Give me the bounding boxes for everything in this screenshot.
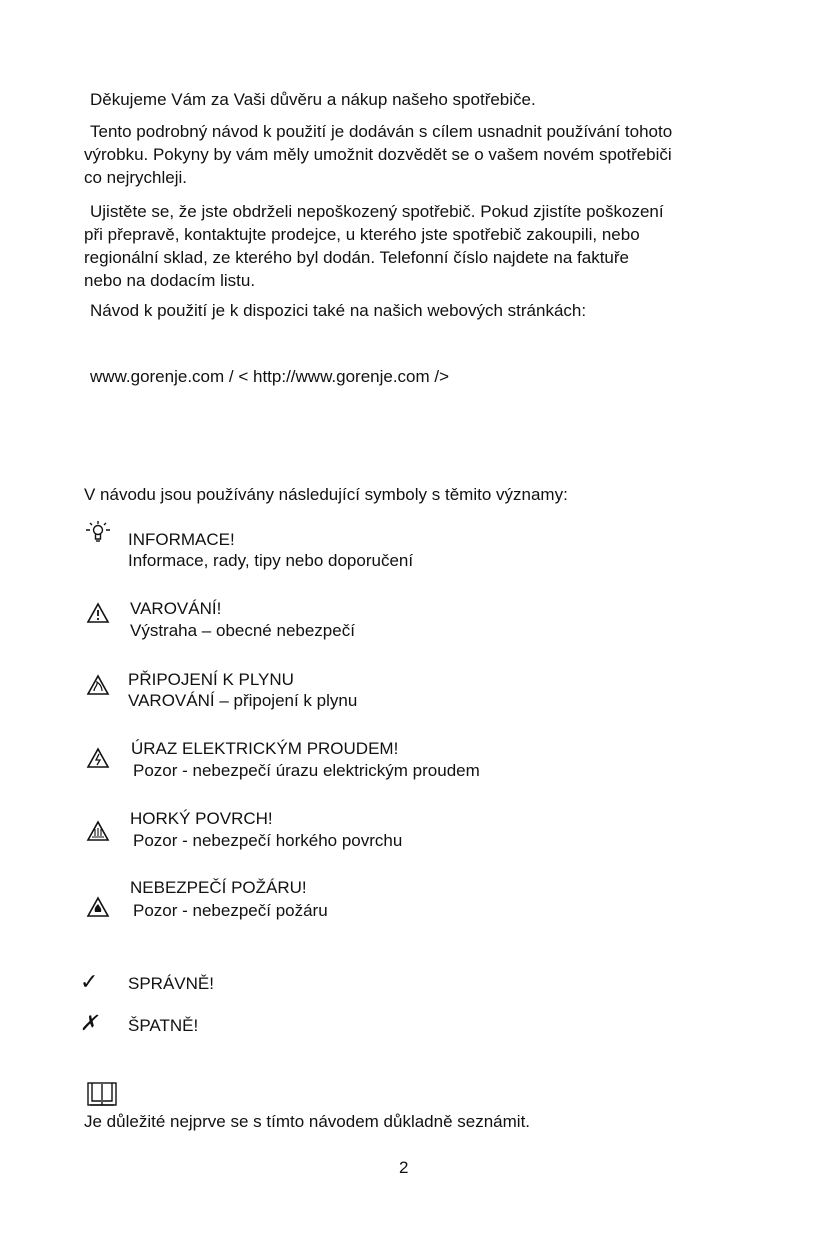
symbol-desc: Pozor - nebezpečí horkého povrchu — [133, 831, 403, 850]
paragraph-line: Tento podrobný návod k použití je dodáván s cílem usnadnit používání tohoto — [90, 122, 673, 141]
web-note: Návod k použití je k dispozici také na našich webových stránkách: — [90, 301, 587, 320]
paragraph-line: při přepravě, kontaktujte prodejce, u kterého jste spotřebič zakoupili, nebo — [84, 225, 640, 244]
fire-hazard-icon — [86, 896, 110, 918]
paragraph-line: Ujistěte se, že jste obdrželi nepoškozený spotřebič. Pokud zjistíte poškození — [90, 202, 664, 221]
symbol-desc: Výstraha – obecné nebezpečí — [130, 621, 355, 640]
paragraph-line: výrobku. Pokyny by vám měly umožnit dozvědět se o vašem novém spotřebiči — [84, 145, 672, 164]
page-number: 2 — [399, 1158, 409, 1177]
symbol-title: INFORMACE! — [128, 530, 235, 549]
symbol-desc: Pozor - nebezpečí úrazu elektrickým proudem — [133, 761, 480, 780]
read-manual-note: Je důležité nejprve se s tímto návodem důkladně seznámit. — [84, 1112, 531, 1131]
symbol-desc: Informace, rady, tipy nebo doporučení — [128, 551, 414, 570]
thanks-text: Děkujeme Vám za Vaši důvěru a nákup našeho spotřebiče. — [90, 90, 536, 109]
paragraph-line: co nejrychleji. — [84, 168, 187, 187]
cross-icon: ✗ — [80, 1012, 98, 1035]
symbol-desc: VAROVÁNÍ – připojení k plynu — [128, 691, 358, 710]
symbol-title: NEBEZPEČÍ POŽÁRU! — [130, 878, 307, 897]
paragraph-line: nebo na dodacím listu. — [84, 271, 256, 290]
symbol-title: PŘIPOJENÍ K PLYNU — [128, 670, 294, 689]
warning-triangle-icon — [86, 602, 110, 624]
damage-paragraph — [84, 200, 664, 292]
paragraph-line: regionální sklad, ze kterého byl dodán. Telefonní číslo najdete na faktuře — [84, 248, 629, 267]
wrong-label: ŠPATNĚ! — [128, 1016, 199, 1035]
purpose-paragraph — [84, 120, 672, 189]
correct-label: SPRÁVNĚ! — [128, 974, 214, 993]
check-icon: ✓ — [80, 969, 99, 994]
symbol-desc: Pozor - nebezpečí požáru — [133, 901, 328, 920]
book-icon — [86, 1080, 118, 1108]
symbols-heading: V návodu jsou používány následující symboly s těmito významy: — [84, 485, 568, 504]
hot-surface-icon — [86, 820, 110, 842]
lightbulb-icon — [84, 520, 112, 546]
website-link[interactable]: www.gorenje.com / < http://www.gorenje.com /> — [90, 367, 450, 386]
symbol-title: ÚRAZ ELEKTRICKÝM PROUDEM! — [131, 739, 399, 758]
electric-shock-icon — [86, 747, 110, 769]
symbol-title: VAROVÁNÍ! — [130, 599, 222, 618]
symbol-title: HORKÝ POVRCH! — [130, 809, 273, 828]
gas-warning-icon — [86, 674, 110, 696]
